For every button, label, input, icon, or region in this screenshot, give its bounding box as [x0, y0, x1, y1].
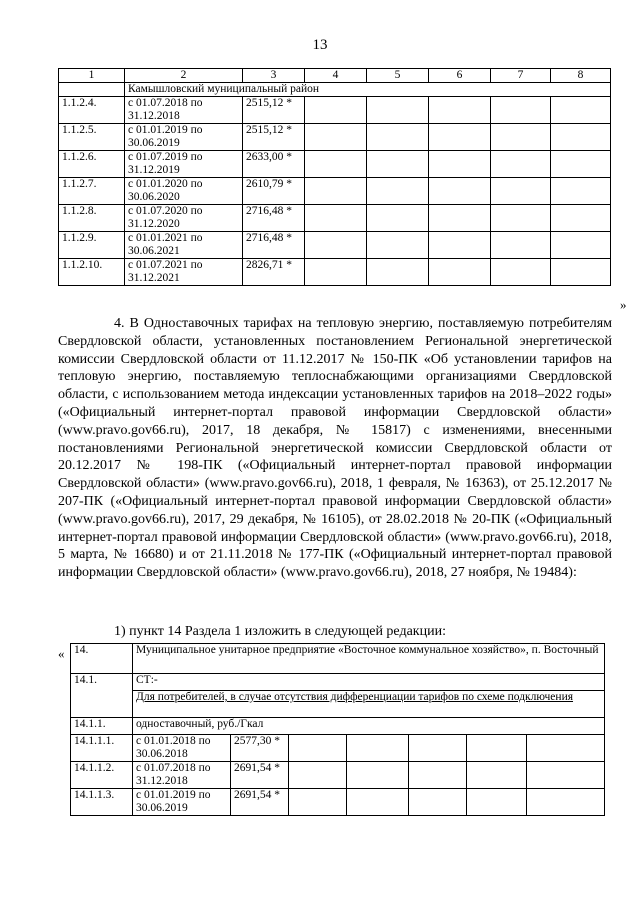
header-cell: 1: [59, 69, 125, 83]
table-row: [71, 762, 605, 789]
table-row: [71, 644, 605, 674]
row-number: 1.1.2.5.: [59, 124, 125, 151]
table-row: [71, 789, 605, 816]
row-number: 1.1.2.4.: [59, 97, 125, 124]
consumer-group: Для потребителей, в случае отсутствия дифференциации тарифов по схеме подключения: [133, 691, 605, 718]
table-header-row: [59, 69, 611, 83]
table-row: [59, 259, 611, 286]
row-period: с 01.07.2018 по 31.12.2018: [125, 97, 243, 124]
table-row: [59, 178, 611, 205]
opening-quote: «: [58, 646, 65, 661]
paragraph-4: [58, 315, 612, 582]
system-label: СТ:-: [133, 674, 605, 691]
header-cell: 5: [367, 69, 429, 83]
row-number: 1.1.2.8.: [59, 205, 125, 232]
table-row: [59, 232, 611, 259]
row-period: с 01.07.2019 по 31.12.2019: [125, 151, 243, 178]
row-value: 2826,71 *: [243, 259, 305, 286]
row-number: 14.1.1.3.: [71, 789, 133, 816]
tariff-table-continued: [58, 68, 611, 286]
section-label: Камышловский муниципальный район: [125, 83, 611, 97]
table-row: [59, 124, 611, 151]
header-cell: 2: [125, 69, 243, 83]
tariff-table-new: [70, 643, 605, 816]
header-cell: 8: [551, 69, 611, 83]
row-number: 1.1.2.6.: [59, 151, 125, 178]
row-period: с 01.01.2019 по 30.06.2019: [125, 124, 243, 151]
empty-cell: [59, 83, 125, 97]
table-row: [71, 735, 605, 762]
table-row: [59, 205, 611, 232]
row-value: 2691,54 *: [231, 762, 289, 789]
row-period: с 01.01.2019 по 30.06.2019: [133, 789, 231, 816]
row-period: с 01.01.2021 по 30.06.2021: [125, 232, 243, 259]
row-number: 14.1.1.2.: [71, 762, 133, 789]
row-value: 2577,30 *: [231, 735, 289, 762]
row-value: 2515,12 *: [243, 97, 305, 124]
table-row: [59, 151, 611, 178]
row-value: 2610,79 *: [243, 178, 305, 205]
row-value: 2716,48 *: [243, 232, 305, 259]
row-number: 14.1.1.: [71, 718, 133, 735]
row-number: 1.1.2.10.: [59, 259, 125, 286]
row-number: 14.1.: [71, 674, 133, 718]
table-row: [59, 97, 611, 124]
row-period: с 01.07.2020 по 31.12.2020: [125, 205, 243, 232]
closing-quote: »: [620, 297, 627, 312]
row-number: 1.1.2.9.: [59, 232, 125, 259]
page-number: 13: [312, 37, 328, 53]
organization-name: Муниципальное унитарное предприятие «Восточное коммунальное хозяйство», п. Восточный: [133, 644, 605, 674]
header-cell: 6: [429, 69, 491, 83]
row-period: с 01.07.2021 по 31.12.2021: [125, 259, 243, 286]
row-period: с 01.01.2018 по 30.06.2018: [133, 735, 231, 762]
section-row: [59, 83, 611, 97]
row-value: 2691,54 *: [231, 789, 289, 816]
table-row: [71, 718, 605, 735]
paragraph-4-text: 4. В Одноставочных тарифах на тепловую энергию, поставляемую потребителям Свердловской области, установленных постановлением Региональной энергетической комиссии Свердловской области от 11.12.2017 № 150-ПК «Об установлении тарифов на тепловую энергию, поставляемую теплоснабжающими организациями Свердловской области, с использованием метода индексации установленных тарифов на 2018–2022 годы» («Официальный интернет-портал правовой информации Свердловской области» (www.pravo.gov66.ru), 2017, 18 декабря, № 15817) с изменениями, внесенными постановлениями Региональной энергетической комиссии Свердловской области от 20.12.2017 № 198-ПК («Официальный интернет-портал правовой информации Свердловской области» (www.pravo.gov66.ru), 2018, 1 февраля, № 16363), от 25.12.2017 № 207-ПК («Официальный интернет-портал правовой информации Свердловской области» (www.pravo.gov66.ru), 2017, 29 декабря, № 16105), от 28.02.2018 № 20-ПК («Официальный интернет-портал правовой информации Свердловской области» (www.pravo.gov66.ru), 2018, 5 марта, № 16680) и от 21.11.2018 № 177-ПК («Официальный интернет-портал правовой информации Свердловской области» (www.pravo.gov66.ru), 2018, 27 ноября, № 19484):: [58, 316, 612, 581]
row-period: с 01.07.2018 по 31.12.2018: [133, 762, 231, 789]
header-cell: 3: [243, 69, 305, 83]
row-value: 2716,48 *: [243, 205, 305, 232]
row-number: 14.1.1.1.: [71, 735, 133, 762]
table-row: [71, 691, 605, 718]
tariff-type: одноставочный, руб./Гкал: [133, 718, 605, 735]
row-number: 1.1.2.7.: [59, 178, 125, 205]
row-period: с 01.01.2020 по 30.06.2020: [125, 178, 243, 205]
table-row: [71, 674, 605, 691]
subparagraph-1: 1) пункт 14 Раздела 1 изложить в следующей редакции:: [114, 624, 446, 639]
row-number: 14.: [71, 644, 133, 674]
header-cell: 4: [305, 69, 367, 83]
header-cell: 7: [491, 69, 551, 83]
row-value: 2633,00 *: [243, 151, 305, 178]
row-value: 2515,12 *: [243, 124, 305, 151]
